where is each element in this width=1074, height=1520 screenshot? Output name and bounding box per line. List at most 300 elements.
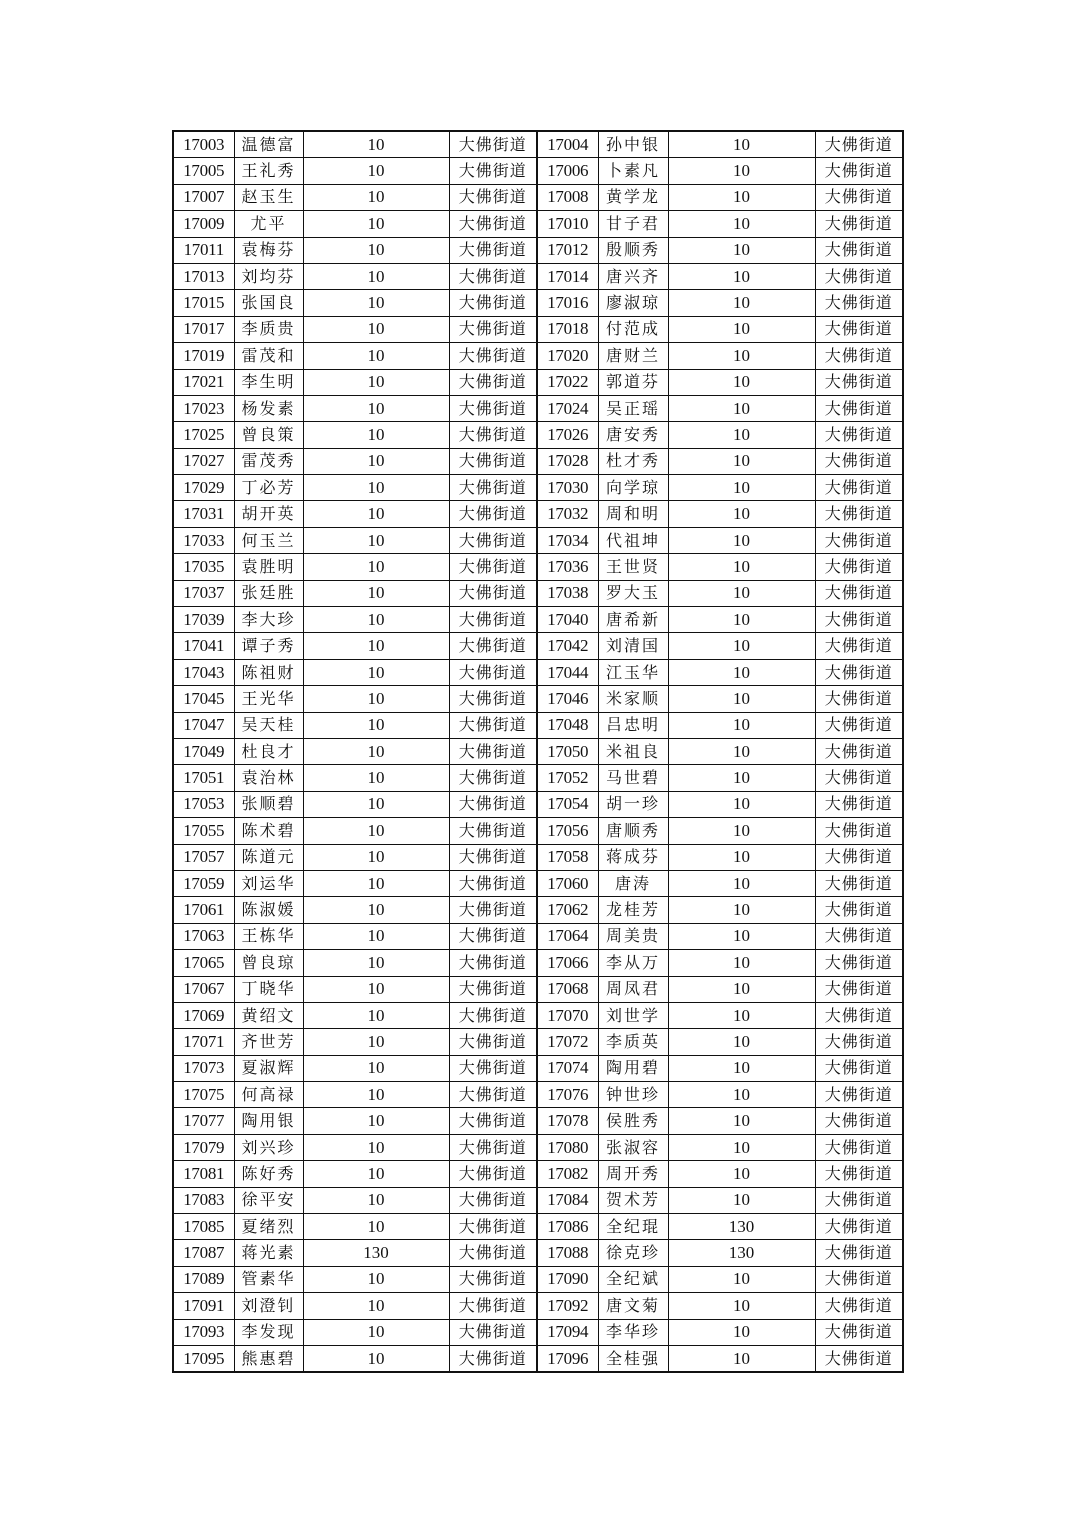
person-name-left: 杜良才 (234, 738, 303, 764)
person-name-left: 曾良策 (234, 422, 303, 448)
record-id-right: 17042 (537, 633, 598, 659)
amount-value-right: 10 (668, 184, 815, 210)
amount-value-right: 10 (668, 765, 815, 791)
record-id-left: 17007 (173, 184, 234, 210)
person-name-right: 胡一珍 (598, 791, 668, 817)
person-name-left: 徐平安 (234, 1187, 303, 1213)
amount-value-right: 10 (668, 923, 815, 949)
amount-value-right: 10 (668, 501, 815, 527)
area-name-right: 大佛街道 (815, 158, 903, 184)
record-id-right: 17062 (537, 897, 598, 923)
person-name-left: 袁治林 (234, 765, 303, 791)
table-row (173, 976, 903, 1002)
amount-value-left: 10 (303, 870, 449, 896)
record-id-left: 17069 (173, 1002, 234, 1028)
person-name-right: 周美贵 (598, 923, 668, 949)
area-name-right: 大佛街道 (815, 422, 903, 448)
area-name-right: 大佛街道 (815, 237, 903, 263)
amount-value-right: 10 (668, 818, 815, 844)
record-id-left: 17091 (173, 1293, 234, 1319)
area-name-right: 大佛街道 (815, 976, 903, 1002)
record-id-left: 17089 (173, 1266, 234, 1292)
record-id-right: 17068 (537, 976, 598, 1002)
person-name-right: 李从万 (598, 950, 668, 976)
table-row (173, 237, 903, 263)
record-id-right: 17076 (537, 1082, 598, 1108)
person-name-right: 米祖良 (598, 738, 668, 764)
person-name-left: 袁梅芬 (234, 237, 303, 263)
table-row (173, 395, 903, 421)
area-name-right: 大佛街道 (815, 316, 903, 342)
table-row (173, 1029, 903, 1055)
area-name-left: 大佛街道 (449, 343, 537, 369)
record-id-left: 17055 (173, 818, 234, 844)
area-name-left: 大佛街道 (449, 290, 537, 316)
record-id-left: 17053 (173, 791, 234, 817)
amount-value-right: 10 (668, 897, 815, 923)
table-row (173, 263, 903, 289)
amount-value-left: 10 (303, 527, 449, 553)
area-name-left: 大佛街道 (449, 870, 537, 896)
record-id-right: 17008 (537, 184, 598, 210)
person-name-left: 何玉兰 (234, 527, 303, 553)
amount-value-left: 10 (303, 184, 449, 210)
table-row (173, 290, 903, 316)
record-id-left: 17037 (173, 580, 234, 606)
amount-value-right: 130 (668, 1214, 815, 1240)
amount-value-right: 10 (668, 1002, 815, 1028)
table-row (173, 448, 903, 474)
amount-value-left: 10 (303, 712, 449, 738)
table-row (173, 211, 903, 237)
amount-value-left: 10 (303, 1345, 449, 1372)
record-id-left: 17043 (173, 659, 234, 685)
person-name-right: 杜才秀 (598, 448, 668, 474)
record-id-right: 17016 (537, 290, 598, 316)
person-name-left: 黄绍文 (234, 1002, 303, 1028)
person-name-right: 周开秀 (598, 1161, 668, 1187)
amount-value-left: 10 (303, 976, 449, 1002)
person-name-left: 陈术碧 (234, 818, 303, 844)
record-id-right: 17094 (537, 1319, 598, 1345)
amount-value-right: 10 (668, 527, 815, 553)
area-name-left: 大佛街道 (449, 897, 537, 923)
person-name-left: 杨发素 (234, 395, 303, 421)
table-row (173, 554, 903, 580)
person-name-right: 全纪斌 (598, 1266, 668, 1292)
amount-value-right: 10 (668, 1134, 815, 1160)
area-name-left: 大佛街道 (449, 1319, 537, 1345)
record-id-right: 17048 (537, 712, 598, 738)
amount-value-left: 10 (303, 1029, 449, 1055)
person-name-right: 唐安秀 (598, 422, 668, 448)
record-id-right: 17012 (537, 237, 598, 263)
amount-value-right: 10 (668, 1108, 815, 1134)
amount-value-left: 10 (303, 1187, 449, 1213)
person-name-left: 刘运华 (234, 870, 303, 896)
record-id-right: 17088 (537, 1240, 598, 1266)
area-name-left: 大佛街道 (449, 501, 537, 527)
amount-value-left: 10 (303, 791, 449, 817)
table-row (173, 1293, 903, 1319)
table-row (173, 791, 903, 817)
amount-value-left: 10 (303, 844, 449, 870)
person-name-left: 温德富 (234, 131, 303, 158)
table-row (173, 316, 903, 342)
table-row (173, 923, 903, 949)
area-name-right: 大佛街道 (815, 1240, 903, 1266)
amount-value-right: 10 (668, 738, 815, 764)
record-id-left: 17081 (173, 1161, 234, 1187)
record-id-left: 17019 (173, 343, 234, 369)
person-name-left: 陈祖财 (234, 659, 303, 685)
amount-value-right: 10 (668, 1345, 815, 1372)
amount-value-right: 10 (668, 1266, 815, 1292)
record-id-right: 17070 (537, 1002, 598, 1028)
record-id-right: 17038 (537, 580, 598, 606)
record-id-left: 17031 (173, 501, 234, 527)
area-name-left: 大佛街道 (449, 237, 537, 263)
area-name-right: 大佛街道 (815, 738, 903, 764)
area-name-left: 大佛街道 (449, 818, 537, 844)
area-name-right: 大佛街道 (815, 395, 903, 421)
amount-value-left: 10 (303, 765, 449, 791)
table-row (173, 1134, 903, 1160)
record-id-right: 17064 (537, 923, 598, 949)
table-row (173, 184, 903, 210)
record-id-right: 17028 (537, 448, 598, 474)
person-name-left: 张廷胜 (234, 580, 303, 606)
person-name-left: 陈道元 (234, 844, 303, 870)
record-id-left: 17029 (173, 475, 234, 501)
amount-value-right: 10 (668, 290, 815, 316)
amount-value-right: 10 (668, 870, 815, 896)
area-name-right: 大佛街道 (815, 290, 903, 316)
person-name-right: 罗大玉 (598, 580, 668, 606)
area-name-right: 大佛街道 (815, 1134, 903, 1160)
person-name-left: 管素华 (234, 1266, 303, 1292)
table-row (173, 1345, 903, 1372)
person-name-right: 甘子君 (598, 211, 668, 237)
record-id-left: 17017 (173, 316, 234, 342)
amount-value-left: 10 (303, 343, 449, 369)
amount-value-right: 10 (668, 316, 815, 342)
area-name-right: 大佛街道 (815, 659, 903, 685)
amount-value-right: 10 (668, 475, 815, 501)
amount-value-right: 10 (668, 1293, 815, 1319)
person-name-right: 贺术芳 (598, 1187, 668, 1213)
amount-value-right: 10 (668, 712, 815, 738)
amount-value-right: 130 (668, 1240, 815, 1266)
area-name-right: 大佛街道 (815, 184, 903, 210)
person-name-right: 孙中银 (598, 131, 668, 158)
amount-value-right: 10 (668, 263, 815, 289)
amount-value-left: 10 (303, 580, 449, 606)
record-id-right: 17074 (537, 1055, 598, 1081)
person-name-right: 周和明 (598, 501, 668, 527)
record-id-right: 17078 (537, 1108, 598, 1134)
person-name-left: 刘均芬 (234, 263, 303, 289)
area-name-right: 大佛街道 (815, 1002, 903, 1028)
amount-value-left: 10 (303, 1266, 449, 1292)
amount-value-left: 10 (303, 1055, 449, 1081)
amount-value-left: 10 (303, 501, 449, 527)
record-id-right: 17072 (537, 1029, 598, 1055)
amount-value-left: 10 (303, 659, 449, 685)
table-row (173, 1055, 903, 1081)
table-row (173, 1240, 903, 1266)
record-id-right: 17080 (537, 1134, 598, 1160)
amount-value-left: 10 (303, 554, 449, 580)
table-row (173, 1108, 903, 1134)
area-name-left: 大佛街道 (449, 1214, 537, 1240)
area-name-left: 大佛街道 (449, 738, 537, 764)
table-row (173, 1161, 903, 1187)
amount-value-right: 10 (668, 395, 815, 421)
person-name-left: 丁晓华 (234, 976, 303, 1002)
amount-value-right: 10 (668, 844, 815, 870)
area-name-left: 大佛街道 (449, 1082, 537, 1108)
amount-value-left: 10 (303, 1082, 449, 1108)
record-id-left: 17009 (173, 211, 234, 237)
amount-value-left: 10 (303, 316, 449, 342)
person-name-left: 熊惠碧 (234, 1345, 303, 1372)
record-id-right: 17030 (537, 475, 598, 501)
person-name-right: 钟世珍 (598, 1082, 668, 1108)
amount-value-left: 10 (303, 1214, 449, 1240)
area-name-left: 大佛街道 (449, 448, 537, 474)
person-name-right: 龙桂芳 (598, 897, 668, 923)
table-row (173, 659, 903, 685)
person-name-right: 李质英 (598, 1029, 668, 1055)
record-id-right: 17044 (537, 659, 598, 685)
record-id-left: 17075 (173, 1082, 234, 1108)
amount-value-right: 10 (668, 976, 815, 1002)
area-name-right: 大佛街道 (815, 1214, 903, 1240)
area-name-left: 大佛街道 (449, 950, 537, 976)
record-id-right: 17018 (537, 316, 598, 342)
person-name-left: 蒋光素 (234, 1240, 303, 1266)
roster-body (173, 131, 903, 1372)
person-name-left: 张国良 (234, 290, 303, 316)
record-id-right: 17040 (537, 607, 598, 633)
amount-value-left: 10 (303, 686, 449, 712)
person-name-right: 代祖坤 (598, 527, 668, 553)
area-name-left: 大佛街道 (449, 395, 537, 421)
person-name-left: 曾良琼 (234, 950, 303, 976)
area-name-left: 大佛街道 (449, 475, 537, 501)
table-row (173, 580, 903, 606)
record-id-left: 17013 (173, 263, 234, 289)
amount-value-right: 10 (668, 422, 815, 448)
amount-value-left: 10 (303, 1293, 449, 1319)
area-name-right: 大佛街道 (815, 1082, 903, 1108)
person-name-right: 蒋成芬 (598, 844, 668, 870)
table-row (173, 1082, 903, 1108)
person-name-left: 王礼秀 (234, 158, 303, 184)
amount-value-right: 10 (668, 1055, 815, 1081)
record-id-left: 17025 (173, 422, 234, 448)
area-name-right: 大佛街道 (815, 1319, 903, 1345)
area-name-left: 大佛街道 (449, 1161, 537, 1187)
record-id-right: 17006 (537, 158, 598, 184)
person-name-left: 陈淑媛 (234, 897, 303, 923)
area-name-right: 大佛街道 (815, 791, 903, 817)
record-id-right: 17036 (537, 554, 598, 580)
amount-value-right: 10 (668, 237, 815, 263)
record-id-right: 17024 (537, 395, 598, 421)
person-name-right: 唐涛 (598, 870, 668, 896)
table-row (173, 422, 903, 448)
person-name-left: 谭子秀 (234, 633, 303, 659)
amount-value-right: 10 (668, 158, 815, 184)
area-name-left: 大佛街道 (449, 554, 537, 580)
person-name-right: 向学琼 (598, 475, 668, 501)
area-name-left: 大佛街道 (449, 184, 537, 210)
area-name-right: 大佛街道 (815, 580, 903, 606)
person-name-left: 李质贵 (234, 316, 303, 342)
amount-value-right: 10 (668, 554, 815, 580)
area-name-left: 大佛街道 (449, 263, 537, 289)
amount-value-left: 10 (303, 1319, 449, 1345)
record-id-right: 17004 (537, 131, 598, 158)
table-row (173, 475, 903, 501)
record-id-left: 17005 (173, 158, 234, 184)
area-name-right: 大佛街道 (815, 369, 903, 395)
amount-value-right: 10 (668, 1029, 815, 1055)
area-name-left: 大佛街道 (449, 1266, 537, 1292)
table-row (173, 1214, 903, 1240)
area-name-right: 大佛街道 (815, 131, 903, 158)
person-name-left: 雷茂和 (234, 343, 303, 369)
area-name-left: 大佛街道 (449, 1134, 537, 1160)
amount-value-right: 10 (668, 448, 815, 474)
area-name-left: 大佛街道 (449, 923, 537, 949)
record-id-left: 17063 (173, 923, 234, 949)
area-name-left: 大佛街道 (449, 686, 537, 712)
amount-value-right: 10 (668, 659, 815, 685)
record-id-left: 17049 (173, 738, 234, 764)
area-name-left: 大佛街道 (449, 1345, 537, 1372)
record-id-left: 17065 (173, 950, 234, 976)
amount-value-right: 10 (668, 369, 815, 395)
amount-value-left: 10 (303, 395, 449, 421)
person-name-left: 陶用银 (234, 1108, 303, 1134)
amount-value-left: 10 (303, 211, 449, 237)
record-id-left: 17015 (173, 290, 234, 316)
record-id-right: 17082 (537, 1161, 598, 1187)
record-id-left: 17079 (173, 1134, 234, 1160)
person-name-left: 何高禄 (234, 1082, 303, 1108)
area-name-right: 大佛街道 (815, 633, 903, 659)
amount-value-left: 10 (303, 237, 449, 263)
area-name-right: 大佛街道 (815, 844, 903, 870)
amount-value-right: 10 (668, 1187, 815, 1213)
area-name-left: 大佛街道 (449, 1108, 537, 1134)
record-id-right: 17092 (537, 1293, 598, 1319)
area-name-left: 大佛街道 (449, 976, 537, 1002)
person-name-right: 殷顺秀 (598, 237, 668, 263)
amount-value-right: 10 (668, 791, 815, 817)
amount-value-left: 10 (303, 290, 449, 316)
record-id-right: 17046 (537, 686, 598, 712)
table-row (173, 131, 903, 158)
amount-value-right: 10 (668, 607, 815, 633)
area-name-right: 大佛街道 (815, 527, 903, 553)
area-name-right: 大佛街道 (815, 1161, 903, 1187)
person-name-left: 夏绪烈 (234, 1214, 303, 1240)
amount-value-left: 10 (303, 897, 449, 923)
amount-value-left: 10 (303, 448, 449, 474)
area-name-left: 大佛街道 (449, 659, 537, 685)
table-row (173, 818, 903, 844)
record-id-right: 17034 (537, 527, 598, 553)
record-id-left: 17057 (173, 844, 234, 870)
area-name-left: 大佛街道 (449, 369, 537, 395)
record-id-right: 17058 (537, 844, 598, 870)
person-name-right: 刘世学 (598, 1002, 668, 1028)
record-id-left: 17033 (173, 527, 234, 553)
area-name-left: 大佛街道 (449, 1240, 537, 1266)
person-name-left: 李生明 (234, 369, 303, 395)
amount-value-left: 10 (303, 1134, 449, 1160)
record-id-left: 17021 (173, 369, 234, 395)
table-row (173, 765, 903, 791)
area-name-left: 大佛街道 (449, 712, 537, 738)
amount-value-left: 10 (303, 818, 449, 844)
amount-value-left: 130 (303, 1240, 449, 1266)
amount-value-right: 10 (668, 686, 815, 712)
person-name-right: 吕忠明 (598, 712, 668, 738)
person-name-right: 张淑容 (598, 1134, 668, 1160)
area-name-right: 大佛街道 (815, 686, 903, 712)
record-id-right: 17066 (537, 950, 598, 976)
record-id-right: 17052 (537, 765, 598, 791)
person-name-right: 徐克珍 (598, 1240, 668, 1266)
area-name-left: 大佛街道 (449, 580, 537, 606)
area-name-right: 大佛街道 (815, 1345, 903, 1372)
person-name-right: 马世碧 (598, 765, 668, 791)
person-name-left: 刘兴珍 (234, 1134, 303, 1160)
record-id-left: 17027 (173, 448, 234, 474)
area-name-left: 大佛街道 (449, 1029, 537, 1055)
amount-value-left: 10 (303, 475, 449, 501)
table-row (173, 738, 903, 764)
area-name-right: 大佛街道 (815, 712, 903, 738)
amount-value-right: 10 (668, 1319, 815, 1345)
record-id-right: 17032 (537, 501, 598, 527)
record-id-left: 17047 (173, 712, 234, 738)
area-name-right: 大佛街道 (815, 950, 903, 976)
area-name-left: 大佛街道 (449, 633, 537, 659)
record-id-right: 17050 (537, 738, 598, 764)
person-name-right: 黄学龙 (598, 184, 668, 210)
amount-value-right: 10 (668, 1082, 815, 1108)
area-name-right: 大佛街道 (815, 501, 903, 527)
record-id-right: 17054 (537, 791, 598, 817)
record-id-left: 17041 (173, 633, 234, 659)
area-name-left: 大佛街道 (449, 422, 537, 448)
person-name-right: 唐顺秀 (598, 818, 668, 844)
table-row (173, 527, 903, 553)
record-id-left: 17083 (173, 1187, 234, 1213)
area-name-left: 大佛街道 (449, 1055, 537, 1081)
area-name-right: 大佛街道 (815, 1029, 903, 1055)
person-name-right: 全桂强 (598, 1345, 668, 1372)
area-name-right: 大佛街道 (815, 448, 903, 474)
person-name-right: 周凤君 (598, 976, 668, 1002)
record-id-right: 17086 (537, 1214, 598, 1240)
